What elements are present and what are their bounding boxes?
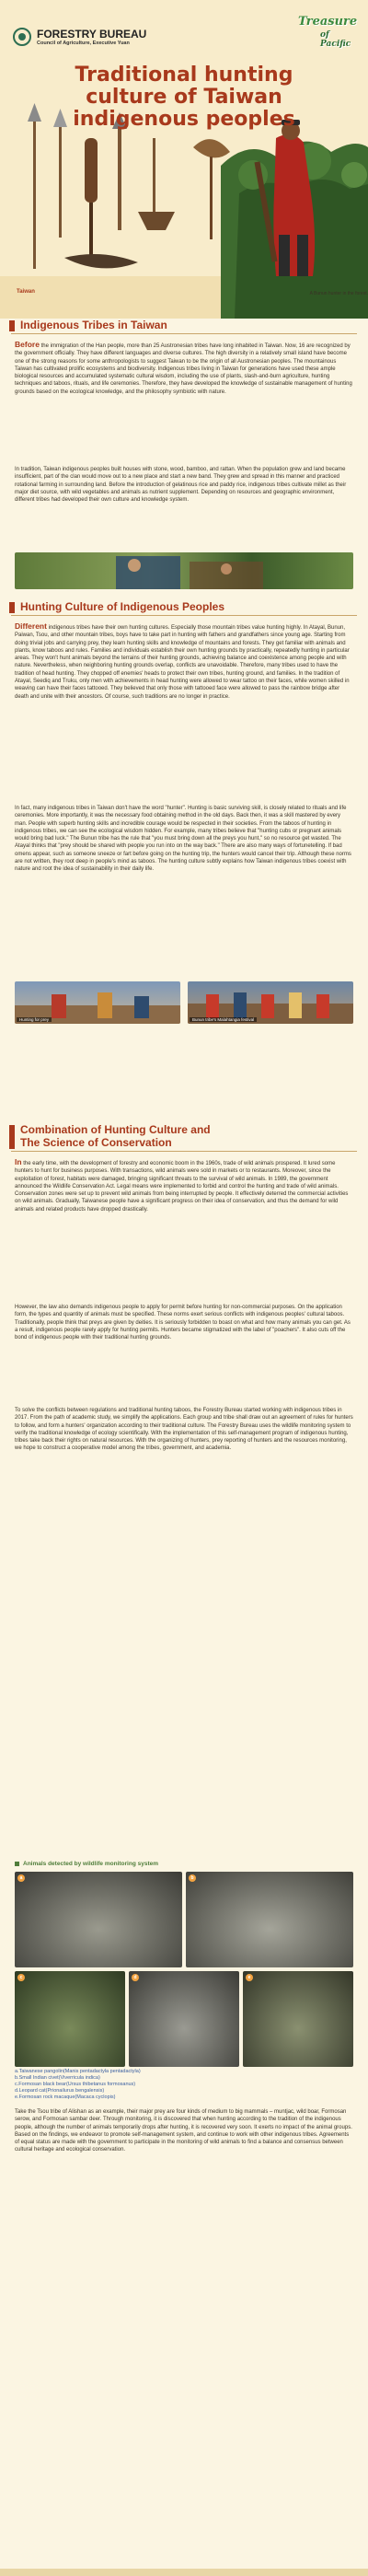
photo-caption: Hunting for prey (17, 1017, 52, 1022)
camera-trap-macaque: e (243, 1971, 353, 2067)
section-hunting-culture-heading: Hunting Culture of Indigenous Peoples (0, 600, 368, 613)
section-divider (11, 333, 357, 334)
camera-trap-civet: b (186, 1872, 353, 1967)
festival-photo-right (188, 981, 353, 1024)
page-title: Traditional hunting culture of Taiwan indigenous peoples (73, 64, 295, 131)
hunting-photo-left (15, 981, 180, 1024)
hero-banner (0, 0, 368, 319)
s2-paragraph-2: In fact, many indigenous tribes in Taiwan don't have the word "hunter". Hunting is basic surviving skill, is closely related to rituals and life ceremonies. More importantly, it was the necessary food obtaining method in the old days. Back then, it was a skill mastered by every man. People with superb hunting skills and incredible courage would be respected in their societies. From the taboos of hunting in indigenous tribes, we can see the ecological wisdom hidden. For example, many tribes believe that "hunting cubs or pregnant animals would bring bad luck." The Bunun tribe has the rule that "you must bring down all the preys you hunt," so no resource get wasted. The Atayal thinks that "prey should be shared with people you run into on the way back." There are also many ways of fortunetelling. If bad omens appear, such as someone sneeze or fart before going on the hunting trip, the hunters would cancel their trip. Although these norms are not written, they root deep in people's mind as taboos. The hunting culture subtly explains how Taiwan indigenous tribes coexist with nature and root the idea of sustainability in their daily life. (15, 806, 351, 873)
s3-paragraph-4: Take the Tsou tribe of Alishan as an example, their major prey are four kinds of medium to big mammals – muntjac, wild boar, Formosan serow, and Formosan sambar deer. Through monitoring, it is discovered that when hunting according to the tradition of the indigenous people, although the number of animals temporarily drops after hunting, it is recovered very soon. It exerts no impact of the animal groups. Based on the findings, we endeavor to promote self-management system, and continue to work with other indigenous tribes. Agreements of equal status are made with the government to participate in the monitoring of wild animals to find a balance and consensus between cultural heritage and ecological conservation. (15, 2109, 352, 2153)
s1-paragraph-2: In tradition, Taiwan indigenous peoples built houses with stone, wood, bamboo, and rattan. When the population grew and land became insufficient, part of the clan would move out to a new place and start a new band. They grew and spread in this manner and practiced rotational farming in surrounding land. Before the introduction of gelatinous rice and paddy rice, indigenous tribes cultivate millet as their major diet source, with wild vegetables and animals as nutrient supplement. Depending on resources and geographic environment, different tribes had developed their own culture and knowledge system. (15, 467, 347, 504)
camera-trap-pangolin: a (15, 1872, 182, 1967)
hero-caption: A Bunun hunter in the forest. (309, 291, 368, 296)
s3-paragraph-1: In the early time, with the development of forestry and economic boom in the 1960s, trade of wild animals prospered. It lured some hunters to hunt for business purposes. With transactions, wild animals were sold in markets or to restaurants. Moreover, since the exploitation of forest, habitats were damaged, bringing significant threats to the survival of wild animals. In 1989, the government announced the Wildlife Conservation Act. Legal means were implemented to forbid and control the hunting and trade of wild animals. Conservation zones were set up to prevent wild animals from being interrupted by people. It effectively deterred the commercial activities on wild animals. Gradually, Taiwanese people have a significant progress on their idea of conservation, and thus the demand for wild animals and related products have dropped drastically. (15, 1157, 349, 1213)
s3-paragraph-3: To solve the conflicts between regulations and traditional hunting taboos, the Forestry Bureau started working with indigenous tribes in 2017. From the path of academic study, we simplify the applications. Each group and tribe shall draw out an agreement of rules for hunters to follow, and form a hunters' organization according to their traditional culture. The Forestry Bureau uses the wildlife monitoring system to verify the traditional knowledge of ecology scientifically. With the implementation of this self-management program of indigenous hunting, tribes take back their rights on natural resources. With the organizing of hunters, prey reporting of hunters and the resources monitoring, we hope to construct a cooperative model among the tribes, government, and academia. (15, 1408, 353, 1452)
s3-paragraph-2: However, the law also demands indigenous people to apply for permit before hunting for non-commercial purposes. On the application form, the types and quantity of animals must be specified. These norms exert serious conflicts with indigenous peoples' cultural taboos. Traditionally, people think that preys are given by deities. It is seriously forbidden to boast on what and how many animals you can get. As a result, indigenous people rarely apply for hunting permits. Hunters became stigmatized with the label of "poachers". It also cuts off the bond of indigenous people with their traditional hunting grounds. (15, 1305, 351, 1341)
forestry-bureau-emblem-icon (13, 28, 31, 46)
camera-trap-leopard-cat: d (129, 1971, 239, 2067)
s2-paragraph-1: Different indigenous tribes have their own hunting cultures. Especially those mountain tribes value hunting highly. In Atayal, Bunun, Paiwan, Tsou, and other mountain tribes, boys have to take part in hunting with fathers and grandfathers since young age. Starting from doing trivial jobs and carrying prey, they learn hunting skills and knowledge of mountains and forests. They get familiar with animals and plants, know taboos and rules. Families and individuals establish their own hunting grounds by practically, repeatedly hunting in particular areas. They won't hunt animals beyond the terrains of their hunting grounds, achieving balance and coexistence among people and with nature. Nevertheless, when neighboring hunting grounds overlap, conflicts are unavoidable. Therefore, many tribes used to have the tradition of head hunting. They chopped off enemies' heads to protect their own tribes, hunting ground, and families. In the tradition of Atayal, Seediq and Truku, only men with achievements in head hunting were allowed to wear tattoo on their faces, while women skilled in weaving can have their faces tattooed. They believed that only those with tattooed face were allowed to pass the rainbow bridge after death and unite with their ancestors. Of course, such traditions are no longer in practice. (15, 621, 350, 700)
page-footer-bar (0, 2569, 368, 2576)
photo-caption: Bunun tribe's Malahtangia festival (190, 1017, 257, 1022)
section-combination-heading: Combination of Hunting Culture and The Science of Conservation (0, 1123, 368, 1149)
treasure-of-pacific-logo: Treasure of Pacific (298, 15, 358, 49)
species-legend: a.Taiwanese pangolin(Manis pentadactyla pentadactyla) b.Small Indian civet(Viverricula indica) c.Formosan black bear(Ursus thibetanus formosanus) d.Leopard cat(Prionailurus bengalensis) e.Formosan rock macaque(Macaca cyclopis) (15, 2069, 141, 2100)
square-bullet-icon (15, 1862, 19, 1866)
camera-trap-black-bear: c (15, 1971, 125, 2067)
region-label: Taiwan (17, 289, 35, 295)
wildlife-camera-grid (15, 1872, 353, 2067)
wildlife-monitoring-subhead: Animals detected by wildlife monitoring system (15, 1858, 353, 1869)
forestry-bureau-logo (13, 28, 146, 46)
s1-paragraph-1: Before the immigration of the Han people, more than 25 Austronesian tribes have long inhabited in Taiwan. Now, 16 are recognized by the government officially. They have different languages and diverse cultures. The high diversity in a relatively small island have become one of the strong reasons for some anthropologists to suggest Taiwan to be the origin of all Austronesian peoples. The mountainous Taiwan has cultivated prolific ecosystems and biodiversity. Indigenous tribes living in Taiwan for generations have used these ample biological resources and accumulated systematic cultural wisdom, including the use of plants, slash-and-burn agriculture, hunting techniques and taboos, rituals, and life ceremonies. Therefore, they have developed the knowledge of sustainable management of hunting grounds based on the ecological knowledge, and the philosophy symbiotic with nature. (15, 340, 352, 395)
tribe-photo-strip (15, 552, 353, 589)
section-indigenous-tribes-heading: Indigenous Tribes in Taiwan (0, 319, 368, 331)
section-divider (11, 1151, 357, 1152)
org-name: FORESTRY BUREAU (37, 28, 147, 41)
section-divider (11, 615, 357, 616)
org-subtitle: Council of Agriculture, Executive Yuan (37, 41, 130, 46)
tribe-photo-illustration (15, 552, 353, 589)
